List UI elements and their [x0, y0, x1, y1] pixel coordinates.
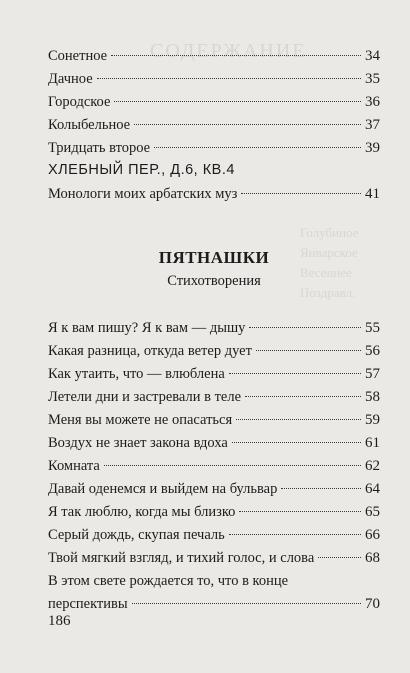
toc-entry-page: 57 — [365, 366, 380, 382]
toc-entry[interactable] — [48, 137, 380, 159]
toc-entry[interactable] — [48, 363, 380, 385]
toc-entry-page: 62 — [365, 458, 380, 474]
dot-leader — [134, 124, 361, 125]
toc-entry-page: 66 — [365, 527, 380, 543]
toc-entry-page: 64 — [365, 481, 380, 497]
toc-entry-title: Дачное — [48, 71, 93, 87]
toc-entry-page: 56 — [365, 343, 380, 359]
part-subtitle: Стихотворения — [167, 273, 261, 289]
toc-entry-title: Городское — [48, 94, 111, 110]
toc-entry-title: Колыбельное — [48, 117, 131, 133]
toc-entry[interactable] — [48, 593, 380, 615]
toc-entry-page: 37 — [365, 117, 380, 133]
toc-entry-title: Я к вам пишу? Я к вам — дышу — [48, 320, 246, 336]
dot-leader — [114, 101, 361, 102]
toc-entry-title: Тридцать второе — [48, 140, 151, 156]
toc-entry-page: 68 — [365, 550, 380, 566]
bleed-through-text: Январское — [300, 245, 358, 260]
part-title: ПЯТНАШКИ — [158, 248, 270, 267]
toc-entry[interactable] — [48, 68, 380, 90]
dot-leader — [281, 488, 361, 489]
dot-leader — [229, 534, 361, 535]
toc-entry-title: Меня вы можете не опасаться — [48, 412, 233, 428]
toc-entry[interactable] — [48, 45, 380, 67]
dot-leader — [154, 147, 361, 148]
toc-entry[interactable] — [48, 524, 380, 546]
toc-entry-page: 39 — [365, 140, 380, 156]
page-number: 186 — [48, 613, 71, 629]
toc-entry[interactable] — [48, 317, 380, 339]
toc-entry[interactable] — [48, 478, 380, 500]
dot-leader — [256, 350, 361, 351]
dot-leader — [97, 78, 361, 79]
toc-entry-page: 65 — [365, 504, 380, 520]
dot-leader — [232, 442, 361, 443]
toc-entry[interactable] — [48, 386, 380, 408]
toc-entry-title: Давай оденемся и выйдем на бульвар — [48, 481, 278, 497]
toc-entry[interactable] — [48, 501, 380, 523]
toc-entry-page: 34 — [365, 48, 380, 64]
toc-entry-title: Какая разница, откуда ветер дует — [48, 343, 252, 359]
toc-entry[interactable] — [48, 114, 380, 136]
toc-entry[interactable] — [48, 455, 380, 477]
toc-entry-title-line1[interactable]: В этом свете рождается то, что в конце — [48, 573, 289, 589]
dot-leader — [104, 465, 361, 466]
section-heading: ХЛЕБНЫЙ ПЕР., Д.6, КВ.4 — [48, 162, 235, 178]
dot-leader — [245, 396, 361, 397]
toc-entry-page: 58 — [365, 389, 380, 405]
dot-leader — [318, 557, 361, 558]
toc-entry-page: 70 — [365, 596, 380, 612]
dot-leader — [229, 373, 361, 374]
toc-entry[interactable] — [48, 432, 380, 454]
dot-leader — [249, 327, 361, 328]
bleed-through-text: Весеннее — [300, 265, 352, 280]
bleed-through-heading: СОДЕРЖАНИЕ — [150, 40, 307, 62]
toc-entry-title: Сонетное — [48, 48, 108, 64]
toc-entry-page: 55 — [365, 320, 380, 336]
toc-entry[interactable] — [48, 409, 380, 431]
bleed-through-text: Голубиное — [300, 225, 359, 240]
dot-leader — [239, 511, 361, 512]
toc-entry-title: Серый дождь, скупая печаль — [48, 527, 225, 543]
toc-entry-title: Комната — [48, 458, 100, 474]
toc-entry-title-line2: перспективы — [48, 596, 128, 612]
toc-entry-title: Как утаить, что — влюблена — [48, 366, 225, 382]
toc-entry-title: Летели дни и застревали в теле — [48, 389, 242, 405]
dot-leader — [111, 55, 361, 56]
toc-entry-page: 59 — [365, 412, 380, 428]
dot-leader — [236, 419, 361, 420]
toc-entry[interactable] — [48, 183, 380, 205]
toc-entry-title: Твой мягкий взгляд, и тихий голос, и слова — [48, 550, 315, 566]
toc-entry-page: 36 — [365, 94, 380, 110]
toc-entry[interactable] — [48, 340, 380, 362]
toc-entry[interactable] — [48, 547, 380, 569]
toc-entry-page: 41 — [365, 186, 380, 202]
toc-entry-title: Я так люблю, когда мы близко — [48, 504, 236, 520]
toc-entry-page: 61 — [365, 435, 380, 451]
dot-leader — [132, 603, 361, 604]
toc-entry-page: 35 — [365, 71, 380, 87]
toc-entry-title: Монологи моих арбатских муз — [48, 186, 238, 202]
dot-leader — [241, 193, 361, 194]
bleed-through-text: Поздравл. — [300, 285, 356, 300]
toc-entry-title: Воздух не знает закона вдоха — [48, 435, 228, 451]
toc-entry[interactable] — [48, 91, 380, 113]
